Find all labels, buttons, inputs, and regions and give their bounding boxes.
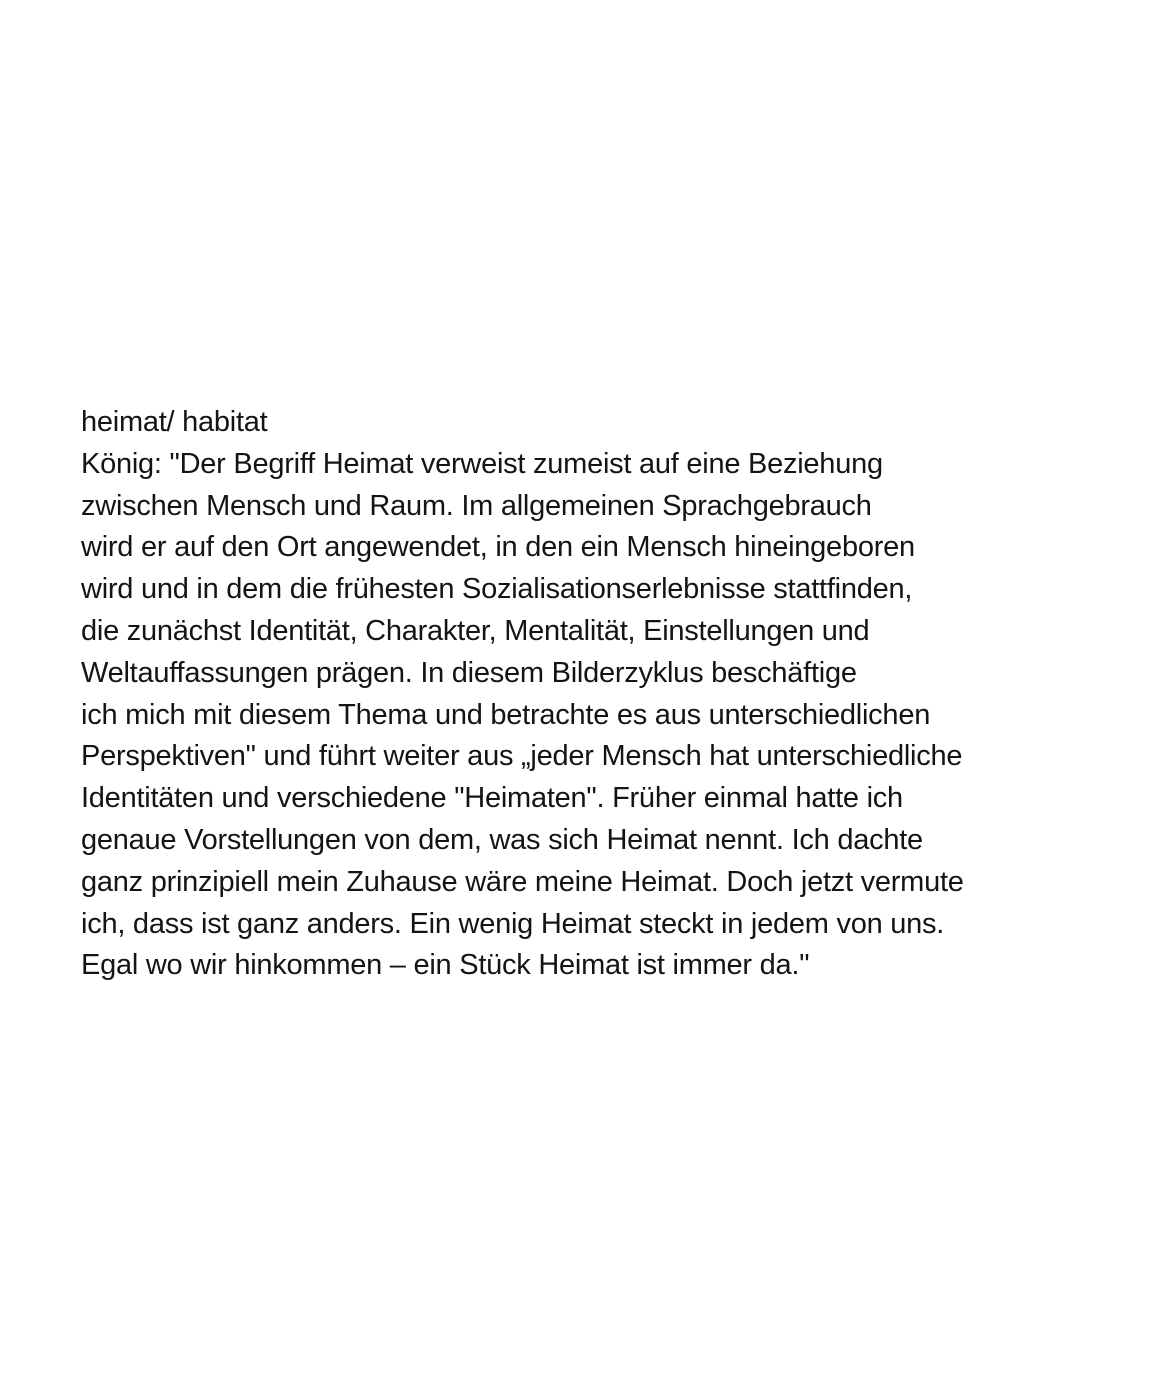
text-line: Identitäten und verschiedene "Heimaten". Früher einmal hatte ich (81, 782, 903, 815)
text-line: Perspektiven" und führt weiter aus „jeder Mensch hat unterschiedliche (81, 740, 963, 773)
text-line: zwischen Mensch und Raum. Im allgemeinen Sprachgebrauch (81, 489, 872, 522)
text-line: Weltauffassungen prägen. In diesem Bilderzyklus beschäftige (81, 656, 857, 689)
document-title: heimat/ habitat (81, 406, 268, 438)
text-line: König: "Der Begriff Heimat verweist zumeist auf eine Beziehung (81, 447, 883, 480)
text-line: Egal wo wir hinkommen – ein Stück Heimat ist immer da." (81, 949, 810, 982)
document-text-block (81, 402, 1141, 987)
text-line: die zunächst Identität, Charakter, Mentalität, Einstellungen und (81, 614, 870, 647)
text-line: genaue Vorstellungen von dem, was sich Heimat nennt. Ich dachte (81, 823, 923, 856)
text-line: wird und in dem die frühesten Sozialisationserlebnisse stattfinden, (81, 573, 913, 606)
text-line: ganz prinzipiell mein Zuhause wäre meine Heimat. Doch jetzt vermute (81, 865, 964, 898)
text-line: ich mich mit diesem Thema und betrachte es aus unterschiedlichen (81, 698, 931, 731)
text-line: ich, dass ist ganz anders. Ein wenig Heimat steckt in jedem von uns. (81, 907, 945, 940)
text-line: wird er auf den Ort angewendet, in den ein Mensch hineingeboren (81, 531, 915, 564)
